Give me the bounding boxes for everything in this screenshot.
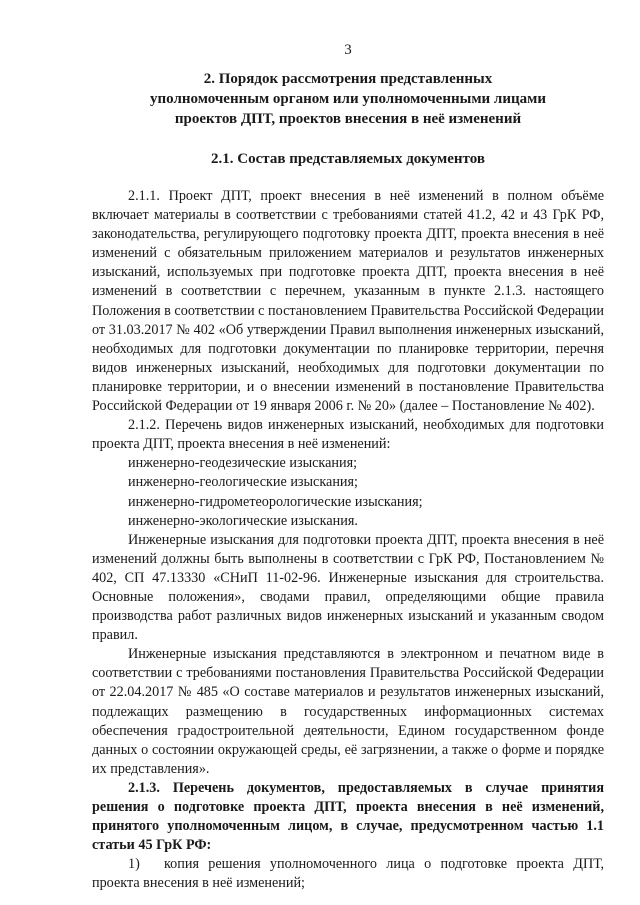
numbered-item-1	[92, 855, 604, 893]
section-heading-line: 2. Порядок рассмотрения представленных	[203, 71, 493, 87]
item-text: копия решения уполномоченного лица о подготовке проекта ДПТ, проекта внесения в неё изменений;	[92, 856, 604, 892]
paragraph-2-1-1: 2.1.1. Проект ДПТ, проект внесения в неё изменений в полном объёме включает материалы в соответствии с требованиями статей 41.2, 42 и 43 ГрК РФ, законодательства, регулирующего подготовку проекта ДПТ, проекта внесения в неё изменений с обязательным приложением материалов и результатов инженерных изысканий, используемых при подготовке проекта ДПТ, проекта внесения в неё изменений в соответствии с перечнем, указанным в пункте 2.1.3. настоящего Положения в соответствии с постановлением Правительства Российской Федерации от 31.03.2017 № 402 «Об утверждении Правил выполнения инженерных изысканий, необходимых для подготовки документации по планировке территории, перечня видов инженерных изысканий, необходимых для подготовки документации по планировке территории, и о внесении изменений в постановление Правительства Российской Федерации от 19 января 2006 г. № 20» (далее – Постановление № 402).	[92, 188, 604, 415]
page-number: 3	[344, 42, 352, 58]
section-heading-line: уполномоченным органом или уполномоченными лицами	[150, 91, 546, 107]
section-heading	[92, 69, 604, 129]
item-number: 1)	[128, 856, 140, 873]
list-item: инженерно-геологические изыскания;	[128, 474, 358, 491]
paragraph-surveys-requirements: Инженерные изыскания для подготовки проекта ДПТ, проекта внесения в неё изменений должны быть выполнены в соответствии с ГрК РФ, Постановлением № 402, СП 47.13330 «СНиП 11-02-96. Инженерные изыскания для строительства. Основные положения», сводами правил, определяющими общие правила производства работ различных видов инженерных изысканий и указанным сводом правил.	[92, 531, 604, 644]
list-item: инженерно-геодезические изыскания;	[128, 455, 358, 472]
paragraph-2-1-2: 2.1.2. Перечень видов инженерных изысканий, необходимых для подготовки проекта ДПТ, проекта внесения в неё изменений:	[92, 417, 604, 453]
section-heading-line: проектов ДПТ, проектов внесения в неё изменений	[174, 111, 522, 127]
paragraph-surveys-format: Инженерные изыскания представляются в электронном и печатном виде в соответствии с требованиями постановления Правительства Российской Федерации от 22.04.2017 № 485 «О составе материалов и результатов инженерных изысканий, подлежащих размещению в государственных информационных системах обеспечения градостроительной деятельности, Едином государственном фонде данных о состоянии окружающей среды, её загрязнении, а также о форме и порядке их представления».	[92, 646, 604, 777]
survey-types-list	[92, 454, 604, 530]
list-item: инженерно-гидрометеорологические изыскания;	[128, 493, 423, 510]
subsection-heading: 2.1. Состав представляемых документов	[211, 151, 485, 167]
list-item: инженерно-экологические изыскания.	[128, 512, 358, 529]
paragraph-2-1-3: 2.1.3. Перечень документов, предоставляемых в случае принятия решения о подготовке проекта ДПТ, проекта внесения в неё изменений, принятого уполномоченным лицом, в случае, предусмотренном частью 1.1 статьи 45 ГрК РФ:	[92, 779, 604, 854]
